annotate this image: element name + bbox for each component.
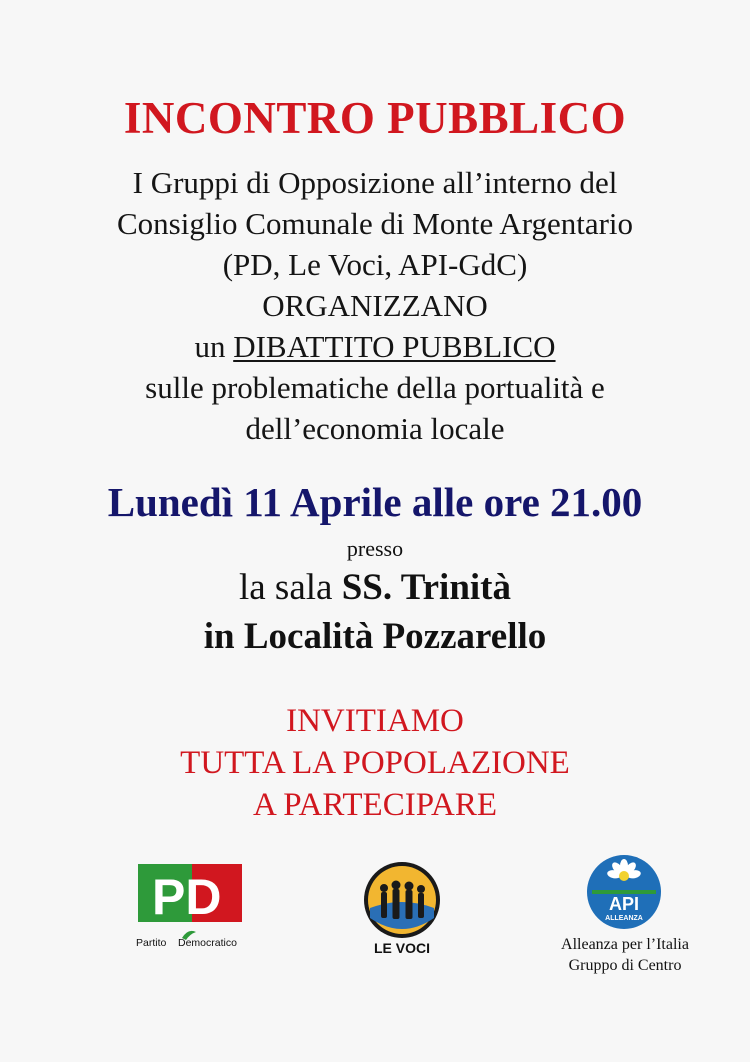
pd-mark: PD (152, 869, 222, 925)
venue-prefix: la sala (238, 567, 342, 608)
event-location: in Località Pozzarello (203, 616, 547, 657)
intro-text (0, 162, 750, 449)
intro-line (0, 326, 750, 367)
voci-caption: LE VOCI (373, 940, 431, 956)
pd-logo (130, 858, 250, 953)
intro-line: I Gruppi di Opposizione all’interno del (132, 165, 618, 200)
le-voci-logo (354, 858, 450, 958)
venue-name: SS. Trinità (341, 567, 512, 608)
debate-emphasis: DIBATTITO PUBBLICO (233, 329, 556, 364)
api-sub: ALLEANZA (605, 915, 643, 922)
api-caption-line: Alleanza per l’Italia (561, 936, 689, 953)
api-mark: API (608, 894, 640, 914)
intro-line: sulle problematiche della portualità e (145, 370, 605, 405)
api-logo (584, 852, 664, 932)
invite-line: INVITIAMO (286, 703, 464, 739)
pd-caption-right: Democratico (178, 937, 237, 949)
poster-title: INCONTRO PUBBLICO (123, 93, 627, 143)
invite-line: TUTTA LA POPOLAZIONE (180, 745, 570, 781)
intro-prefix: un (194, 329, 234, 364)
event-venue (0, 566, 750, 609)
event-date: Lunedì 11 Aprile alle ore 21.00 (107, 479, 643, 525)
pd-caption-left: Partito (136, 937, 167, 949)
invite-text (0, 700, 750, 826)
intro-line: ORGANIZZANO (262, 288, 488, 323)
intro-line: Consiglio Comunale di Monte Argentario (116, 206, 634, 241)
intro-line: dell’economia locale (245, 411, 505, 446)
api-caption (540, 934, 710, 976)
invite-line: A PARTECIPARE (252, 787, 498, 823)
presso-label: presso (346, 536, 404, 561)
intro-line: (PD, Le Voci, API-GdC) (222, 247, 528, 282)
api-caption-line: Gruppo di Centro (568, 957, 682, 974)
